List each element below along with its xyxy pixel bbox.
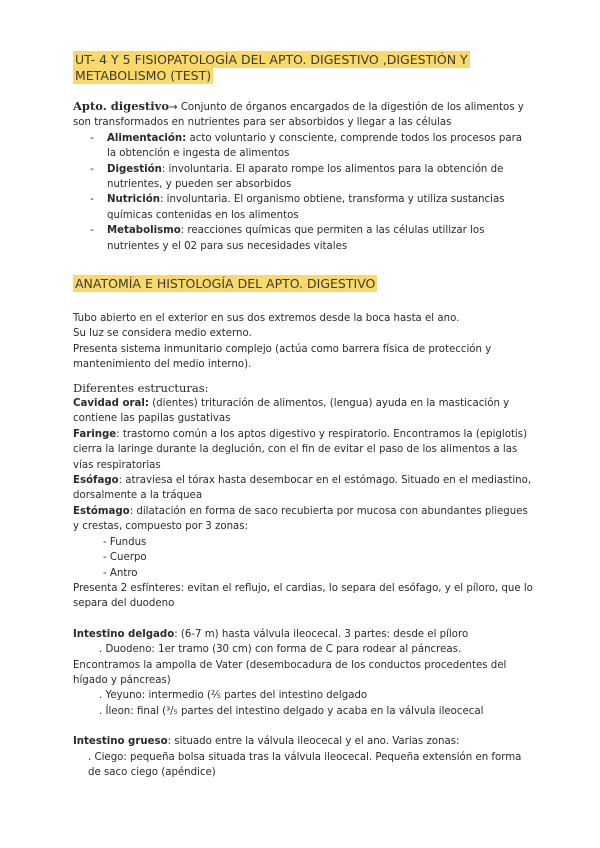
ileum: . Íleon: final (³/₅ partes del intestino delgado y acaba en la válvula ileocecal [99, 705, 484, 717]
large-intestine: Intestino grueso: situado entre la válvula ileocecal y el ano. Varias zonas: [73, 736, 460, 748]
section-heading-highlight: ANATOMÍA E HISTOLOGÍA DEL APTO. DIGESTIVO [75, 276, 376, 291]
list-item: - Alimentación: acto voluntario y consciente, comprende todos los procesos para la obtención e ingesta de alimentos [73, 131, 533, 162]
oral-cavity: Cavidad oral: (dientes) trituración de alimentos, (lengua) ayuda en la masticación y contiene las papilas gustativas [73, 398, 510, 425]
stomach-zone: - Cuerpo [103, 552, 147, 564]
paragraph: Su luz se considera medio externo. [73, 328, 252, 340]
stomach-zone: - Fundus [103, 536, 147, 548]
intro-definition-text: Conjunto de órganos encargados de la digestión de los alimentos y son transformados en nutrientes para ser absorbidos y llegar a las células [73, 102, 524, 129]
esophagus: Esófago: atraviesa el tórax hasta desembocar en el estómago. Situado en el mediastino, dorsalmente a la tráquea [73, 475, 532, 502]
section-heading [73, 276, 377, 292]
arrow-glyph: → [169, 102, 178, 113]
paragraph: Presenta sistema inmunitario complejo (actúa como barrera física de protección y mantenimiento del medio interno). [73, 343, 492, 371]
list-item: - Nutrición: involuntaria. El organismo obtiene, transforma y utiliza sustancias químicas contenidas en los alimentos [73, 192, 533, 223]
intro-term: Apto. digestivo [73, 99, 170, 113]
title-highlight: UT- 4 Y 5 FISIOPATOLOGÍA DEL APTO. DIGESTIVO ,DIGESTIÓN Y METABOLISMO (TEST) [75, 52, 468, 83]
stomach-zone: - Antro [103, 567, 138, 579]
structures-heading: Diferentes estructuras: [73, 380, 209, 395]
small-intestine: Intestino delgado: (6-7 m) hasta válvula ileocecal. 3 partes: desde el píloro [73, 628, 469, 640]
duodenum: . Duodeno: 1er tramo (30 cm) con forma de C para rodear al páncreas. [99, 644, 462, 656]
list-item: - Digestión: involuntaria. El aparato rompe los alimentos para la obtención de nutrientes, y pueden ser absorbidos [73, 162, 533, 193]
paragraph: Tubo abierto en el exterior en sus dos extremos desde la boca hasta el ano. [73, 313, 460, 324]
sphincters: Presenta 2 esfínteres: evitan el reflujo, el cardias, lo separa del esófago, y el píloro, que lo separa del duodeno [73, 582, 533, 610]
intro-list [73, 131, 533, 254]
stomach: Estómago: dilatación en forma de saco recubierta por mucosa con abundantes pliegues y crestas, compuesto por 3 zonas: [73, 505, 528, 533]
pharynx: Faringe: trastorno común a los aptos digestivo y respiratorio. Encontramos la (epiglotis) cierra la laringe durante la deglución, con el fin de evitar el paso de los alimentos a las vías respiratorias [73, 428, 528, 471]
cecum: . Ciego: pequeña bolsa situada tras la válvula ileocecal. Pequeña extensión en forma de saco ciego (apéndice) [88, 751, 522, 778]
document-title [73, 52, 523, 84]
vater-ampulla: Encontramos la ampolla de Vater (desembocadura de los conductos procedentes del hígado y páncreas) [73, 659, 507, 686]
jejunum: . Yeyuno: intermedio (⅖ partes del intestino delgado [99, 690, 368, 702]
anatomy-block [73, 311, 533, 780]
list-item: - Metabolismo: reacciones químicas que permiten a las células utilizar los nutrientes y el 02 para sus necesidades vitales [73, 223, 533, 254]
intro-definition [73, 99, 533, 131]
intro-block [73, 99, 533, 254]
